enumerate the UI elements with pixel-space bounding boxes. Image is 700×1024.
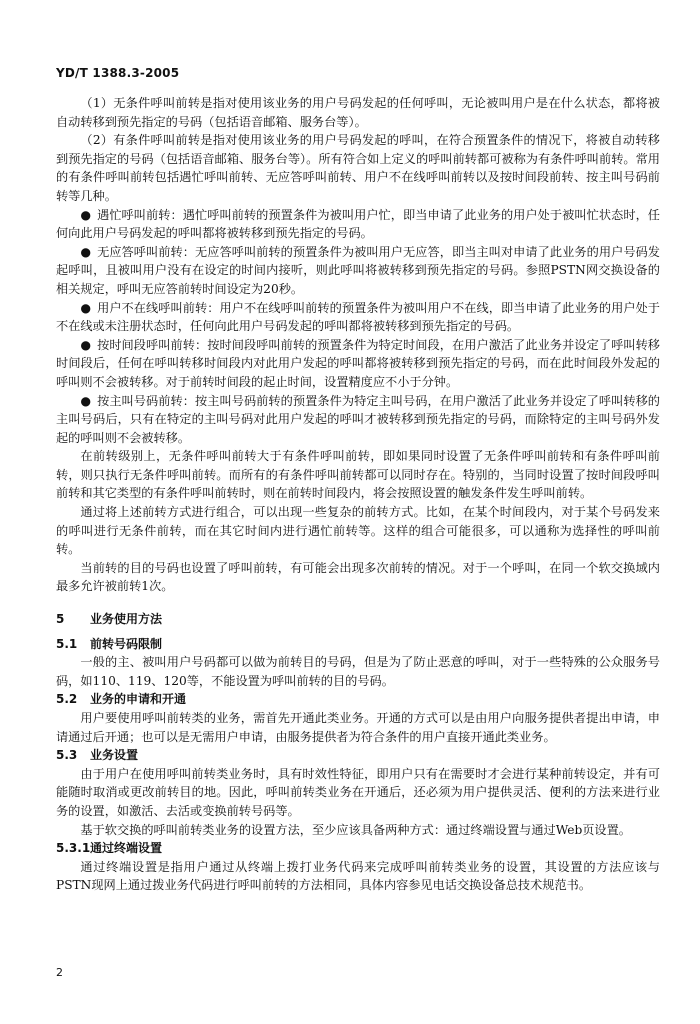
section-heading-5-3-1 (56, 839, 660, 858)
bullet-no-answer-forward (56, 243, 660, 299)
section-title: 前转号码限制 (90, 636, 163, 651)
section-number: 5.2 (56, 692, 78, 707)
section-heading-5 (56, 610, 660, 629)
paragraph-forward-priority: 在前转级别上，无条件呼叫前转大于有条件呼叫前转，即如果同时设置了无条件呼叫前转和有条件呼叫前转，则只执行无条件呼叫前转。而所有的有条件呼叫前转都可以同时存在。特别的，当同时设置了按时间段呼叫前转和其它类型的有条件呼叫前转时，则在前转时间段内，将会按照设置的触发条件发生呼叫前转。 (56, 449, 660, 501)
bullet-offline-forward (56, 299, 660, 336)
section-title: 业务使用方法 (90, 612, 163, 627)
section-number: 5.3.1 (56, 841, 91, 856)
bullet-text: 用户不在线呼叫前转：用户不在线呼叫前转的预置条件为被叫用户不在线，即当申请了此业务的用户处于不在线或未注册状态时，任何向此用户号码发起的呼叫都将被转移到预先指定的号码。 (56, 300, 660, 334)
bullet-icon: ● (80, 207, 92, 222)
section-heading-5-1 (56, 635, 660, 654)
section-number: 5.1 (56, 636, 78, 651)
bullet-icon: ● (80, 244, 92, 259)
bullet-icon: ● (80, 393, 92, 408)
bullet-caller-forward (56, 392, 660, 448)
section-number: 5 (56, 612, 65, 627)
paragraph-forward-number-limit: 一般的主、被叫用户号码都可以做为前转目的号码，但是为了防止恶意的呼叫，对于一些特殊的公众服务号码，如110、119、120等，不能设置为呼叫前转的目的号码。 (56, 655, 660, 688)
document-body (56, 94, 660, 895)
paragraph-apply-and-activate: 用户要使用呼叫前转类的业务，需首先开通此类业务。开通的方式可以是由用户向服务提供者提出申请，申请通过后开通；也可以是无需用户申请，由服务提供者为符合条件的用户直接开通此类业务。 (56, 711, 660, 744)
bullet-time-forward (56, 336, 660, 392)
paragraph-multiple-forward: 当前转的目的号码也设置了呼叫前转，有可能会出现多次前转的情况。对于一个呼叫，在同一个软交换域内最多允许被前转1次。 (56, 560, 660, 594)
page-number: 2 (56, 966, 63, 979)
section-title: 业务的申请和开通 (90, 692, 187, 707)
section-number: 5.3 (56, 748, 78, 763)
bullet-text: 遇忙呼叫前转：遇忙呼叫前转的预置条件为被叫用户忙，即当申请了此业务的用户处于被叫忙状态时，任何向此用户号码发起的呼叫都将被转移到预先指定的号码。 (56, 207, 660, 241)
section-title: 通过终端设置 (90, 841, 163, 856)
paragraph-conditional-forward: （2）有条件呼叫前转是指对使用该业务的用户号码发起的呼叫，在符合预置条件的情况下，将被自动转移到预先指定的号码（包括语音邮箱、服务台等）。所有符合如上定义的呼叫前转都可被称为有条件呼叫前转。常用的有条件呼叫前转包括遇忙呼叫前转、无应答呼叫前转、用户不在线呼叫前转以及按时间段前转、按主叫号码前转等几种。 (56, 133, 660, 203)
section-heading-5-2 (56, 690, 660, 709)
paragraph-terminal-setting: 通过终端设置是指用户通过从终端上拨打业务代码来完成呼叫前转类业务的设置，其设置的方法应该与PSTN现网上通过拨业务代码进行呼叫前转的方法相同，具体内容参见电话交换设备总技术规范书。 (56, 859, 660, 893)
document-code: YD/T 1388.3-2005 (56, 66, 180, 80)
bullet-busy-forward (56, 206, 660, 243)
section-heading-5-3 (56, 746, 660, 765)
section-title: 业务设置 (90, 748, 139, 763)
paragraph-setting-methods: 基于软交换的呼叫前转类业务的设置方法，至少应该具备两种方式：通过终端设置与通过Web页设置。 (80, 822, 631, 837)
paragraph-unconditional-forward: （1）无条件呼叫前转是指对使用该业务的用户号码发起的任何呼叫，无论被叫用户是在什么状态，都将被自动转移到预先指定的号码（包括语音邮箱、服务台等）。 (56, 96, 660, 129)
bullet-icon: ● (80, 300, 92, 315)
paragraph-service-setting: 由于用户在使用呼叫前转类业务时，具有时效性特征，即用户只有在需要时才会进行某种前转设定，并有可能随时取消或更改前转目的地。因此，呼叫前转类业务在开通后，还必须为用户提供灵活、便利的方法来进行业务的设置，如激活、去活或变换前转号码等。 (56, 766, 660, 818)
bullet-text: 按主叫号码前转：按主叫号码前转的预置条件为特定主叫号码，在用户激活了此业务并设定了呼叫转移的主叫号码后，只有在特定的主叫号码对此用户发起的呼叫才被转移到预先指定的号码，而除特定的主叫号码外发起的呼叫则不会被转移。 (56, 393, 660, 445)
bullet-text: 按时间段呼叫前转：按时间段呼叫前转的预置条件为特定时间段，在用户激活了此业务并设定了呼叫转移时间段后，任何在呼叫转移时间段内对此用户发起的呼叫都将被转移到预先指定的号码，而在此时间段外发起的呼叫则不会被转移。对于前转时间段的起止时间，设置精度应不小于分钟。 (56, 337, 660, 389)
paragraph-forward-combination: 通过将上述前转方式进行组合，可以出现一些复杂的前转方式。比如，在某个时间段内，对于某个号码发来的呼叫进行无条件前转，而在其它时间内进行遇忙前转等。这样的组合可能很多，可以通称为选择性的呼叫前转。 (56, 505, 660, 557)
bullet-icon: ● (80, 337, 92, 352)
bullet-text: 无应答呼叫前转：无应答呼叫前转的预置条件为被叫用户无应答，即当主叫对申请了此业务的用户号码发起呼叫，且被叫用户没有在设定的时间内接听，则此呼叫将被转移到预先指定的号码。参照PSTN网交换设备的相关规定，呼叫无应答前转时间设定为20秒。 (56, 244, 660, 296)
